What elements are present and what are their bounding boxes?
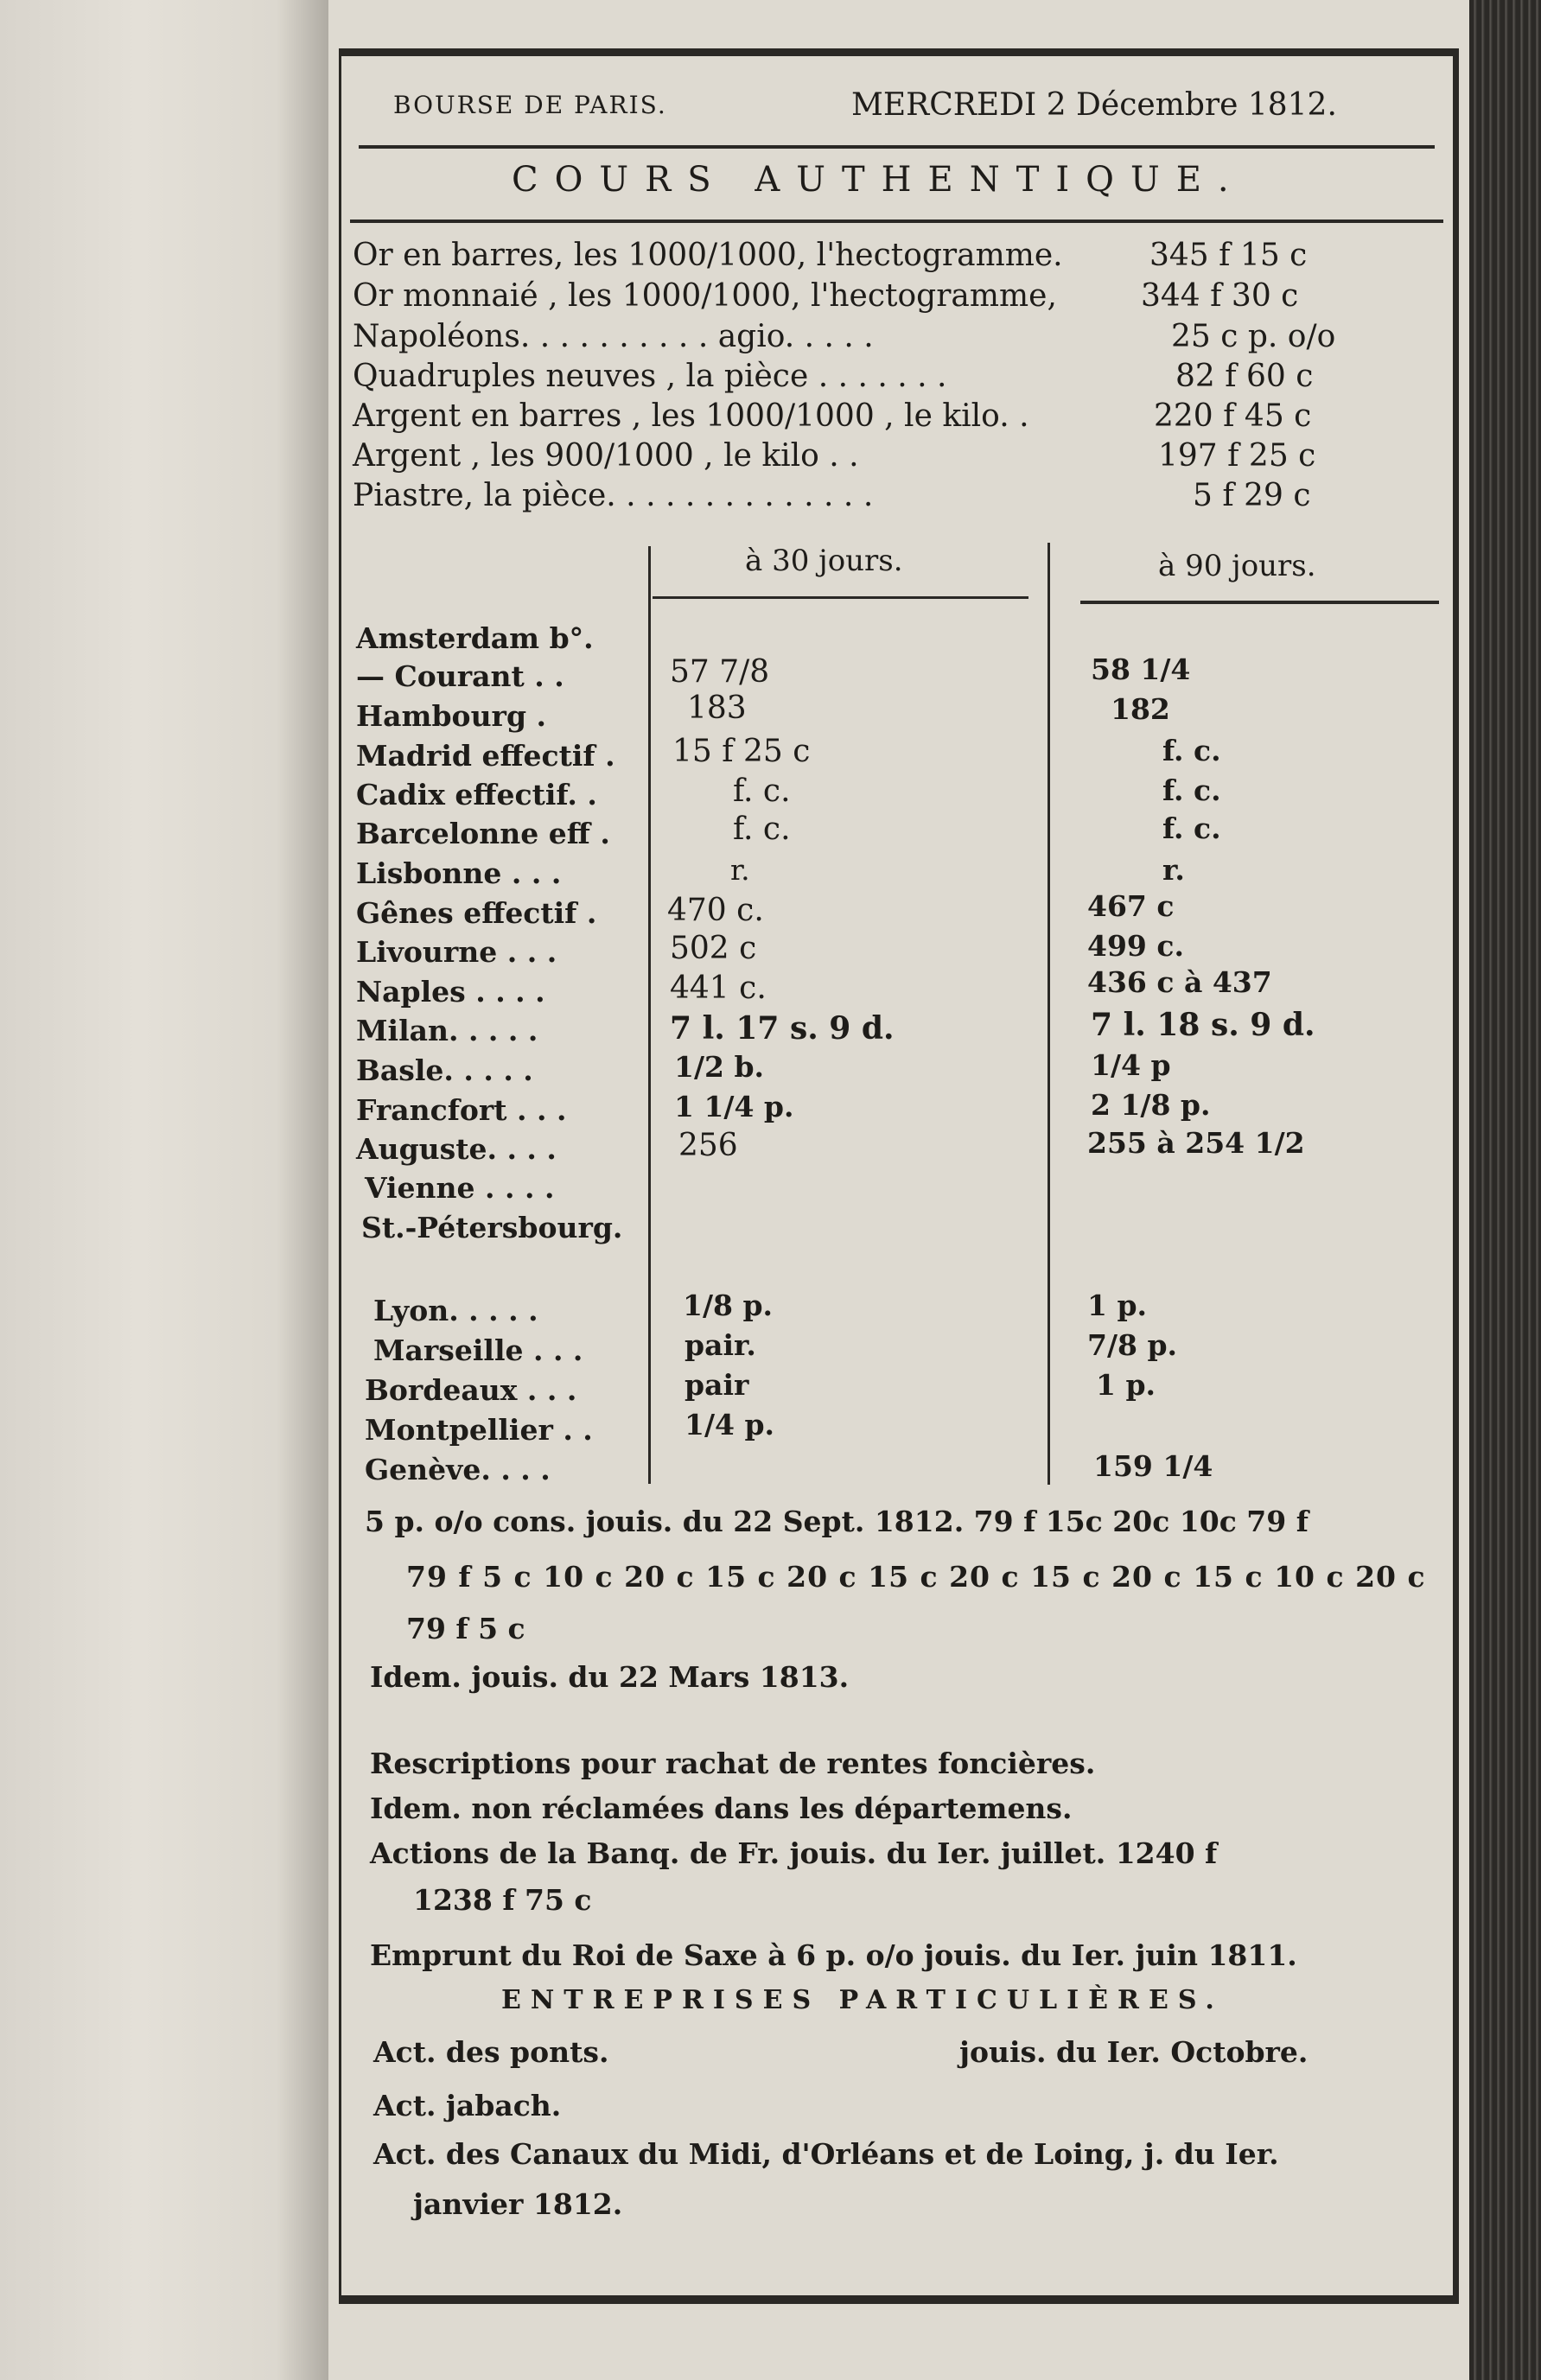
title-rule	[350, 220, 1443, 223]
metal-label: Argent en barres , les 1000/1000 , le kilo. .	[353, 398, 1029, 434]
rate-90: f. c.	[1162, 734, 1221, 767]
place-label: Auguste. . . .	[356, 1132, 557, 1166]
rate-90: 255 à 254 1/2	[1087, 1126, 1305, 1160]
metal-label: Piastre, la pièce. . . . . . . . . . . . . .	[353, 478, 874, 513]
entreprise-line: janvier 1812.	[413, 2187, 623, 2221]
rate-30: r.	[730, 853, 750, 887]
header-left: BOURSE DE PARIS.	[393, 91, 667, 119]
column-divider-left	[648, 546, 651, 1484]
place-label: Barcelonne eff .	[356, 817, 610, 850]
entreprise-line: jouis. du Ier. Octobre.	[959, 2035, 1309, 2069]
rate-90: r.	[1162, 853, 1185, 887]
rate-30: 1/2 b.	[674, 1050, 765, 1084]
rentes-line: 5 p. o/o cons. jouis. du 22 Sept. 1812. 79 f 15c 20c 10c 79 f	[365, 1505, 1309, 1538]
rate-30: 1/8 p.	[683, 1289, 774, 1322]
rate-90: f. c.	[1162, 811, 1221, 845]
column-divider-right	[1047, 543, 1050, 1485]
place-label: Lyon. . . . .	[373, 1294, 538, 1327]
entreprise-line: Act. des ponts.	[373, 2035, 609, 2069]
rate-30: 57 7/8	[670, 654, 770, 690]
rate-30: f. c.	[733, 773, 791, 809]
rentes-line: 1238 f 75 c	[413, 1883, 592, 1917]
rate-30: 15 f 25 c	[672, 734, 811, 769]
place-label: Francfort . . .	[356, 1093, 567, 1127]
place-label: Milan. . . . .	[356, 1014, 538, 1047]
place-label: Basle. . . . .	[356, 1053, 533, 1087]
rentes-line: 79 f 5 c 10 c 20 c 15 c 20 c 15 c 20 c 15 c 20 c 15 c 10 c 20 c	[406, 1560, 1426, 1594]
place-label: Gênes effectif .	[356, 896, 597, 930]
place-label: Naples . . . .	[356, 975, 545, 1009]
metal-label: Argent , les 900/1000 , le kilo . .	[353, 438, 859, 474]
rate-30: 256	[678, 1128, 738, 1163]
entreprise-line: Act. des Canaux du Midi, d'Orléans et de Loing, j. du Ier.	[373, 2137, 1279, 2171]
rate-90: f. c.	[1162, 773, 1221, 807]
column-header-30: à 30 jours.	[745, 544, 903, 578]
metal-value: 82 f 60 c	[1175, 359, 1314, 394]
rate-30: 1 1/4 p.	[674, 1090, 794, 1123]
rate-90: 58 1/4	[1091, 652, 1191, 686]
place-label: Vienne . . . .	[365, 1171, 555, 1205]
metal-value: 345 f 15 c	[1149, 238, 1308, 273]
rate-90: 7/8 p.	[1087, 1328, 1178, 1362]
rate-30: 470 c.	[667, 893, 764, 928]
header-rule-90	[1080, 601, 1439, 604]
rate-90: 499 c.	[1087, 929, 1184, 963]
place-label: Lisbonne . . .	[356, 856, 562, 890]
rentes-line: 79 f 5 c	[406, 1612, 525, 1645]
column-header-90: à 90 jours.	[1158, 549, 1316, 583]
rate-90: 1/4 p	[1091, 1048, 1171, 1082]
rate-90: 7 l. 18 s. 9 d.	[1091, 1007, 1315, 1043]
place-label: St.-Pétersbourg.	[361, 1211, 623, 1244]
rate-30: 7 l. 17 s. 9 d.	[670, 1010, 895, 1047]
rate-30: 441 c.	[670, 970, 767, 1006]
rate-30: f. c.	[733, 811, 791, 847]
metal-value: 344 f 30 c	[1141, 278, 1299, 314]
place-label: Bordeaux . . .	[365, 1373, 577, 1407]
metal-value: 25 c p. o/o	[1171, 319, 1336, 354]
rate-90: 436 c à 437	[1087, 965, 1272, 999]
book-page-edges	[1469, 0, 1541, 2380]
rentes-line: Idem. jouis. du 22 Mars 1813.	[370, 1660, 850, 1694]
rate-30: pair.	[685, 1328, 756, 1362]
metal-label: Quadruples neuves , la pièce . . . . . . .	[353, 359, 947, 394]
place-label: — Courant . .	[356, 659, 564, 693]
rate-90: 159 1/4	[1093, 1449, 1213, 1483]
place-label: Montpellier . .	[365, 1413, 593, 1447]
place-label: Genève. . . .	[365, 1453, 551, 1486]
place-label: Marseille . . .	[373, 1333, 583, 1367]
rentes-line: Rescriptions pour rachat de rentes foncières.	[370, 1747, 1096, 1780]
rate-90: 2 1/8 p.	[1091, 1088, 1211, 1122]
metal-label: Or en barres, les 1000/1000, l'hectogramme.	[353, 238, 1063, 273]
metal-value: 197 f 25 c	[1158, 438, 1316, 474]
place-label: Amsterdam b°.	[356, 621, 594, 655]
place-label: Hambourg .	[356, 699, 546, 733]
header-date: MERCREDI 2 Décembre 1812.	[851, 87, 1337, 123]
rentes-line: Idem. non réclamées dans les départemens.	[370, 1791, 1073, 1825]
rate-90: 467 c	[1087, 889, 1175, 923]
metal-value: 220 f 45 c	[1154, 398, 1312, 434]
rate-90: 1 p.	[1096, 1368, 1156, 1402]
entreprise-line: Act. jabach.	[373, 2089, 562, 2122]
header-rule-30	[653, 596, 1028, 599]
rentes-line: Emprunt du Roi de Saxe à 6 p. o/o jouis. du Ier. juin 1811.	[370, 1938, 1297, 1972]
rentes-line: Actions de la Banq. de Fr. jouis. du Ier. juillet. 1240 f	[370, 1836, 1218, 1870]
rate-30: pair	[685, 1368, 749, 1402]
page-title: COURS AUTHENTIQUE.	[512, 160, 1245, 200]
metal-label: Or monnaié , les 1000/1000, l'hectogramme,	[353, 278, 1057, 314]
rate-90: 182	[1111, 692, 1170, 726]
place-label: Livourne . . .	[356, 935, 557, 969]
place-label: Madrid effectif .	[356, 739, 615, 773]
metal-value: 5 f 29 c	[1193, 478, 1311, 513]
metal-label: Napoléons. . . . . . . . . . agio. . . . .	[353, 319, 874, 354]
entreprises-title: ENTREPRISES PARTICULIÈRES.	[501, 1985, 1224, 2015]
rate-30: 502 c	[670, 931, 757, 966]
rate-90: 1 p.	[1087, 1289, 1148, 1322]
left-blank-page	[0, 0, 346, 2380]
place-label: Cadix effectif. .	[356, 778, 597, 811]
header-rule	[359, 145, 1435, 149]
rate-30: 183	[687, 690, 747, 726]
rate-30: 1/4 p.	[685, 1408, 775, 1441]
